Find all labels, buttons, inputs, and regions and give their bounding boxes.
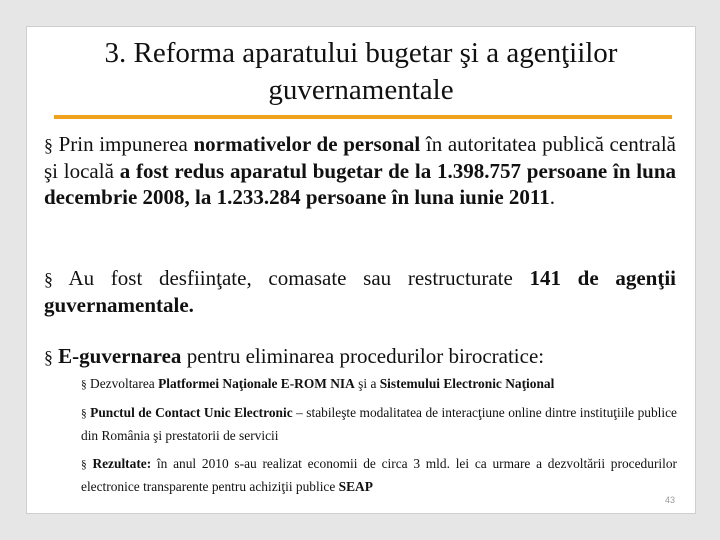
section-bullet-icon: §	[81, 459, 87, 471]
sub-bullet-platform	[81, 373, 677, 396]
title-line-1: 3. Reforma aparatului bugetar şi a agenţiilor	[104, 37, 618, 69]
sub-bullet-bold-text: Platformei Naţionale E-ROM NIA	[158, 376, 355, 391]
sub-bullet-text: şi a	[354, 376, 380, 391]
bullet-personnel-reduction	[44, 131, 676, 210]
sub-bullet-contact-point	[81, 402, 677, 446]
slide	[26, 26, 696, 514]
sub-bullet-results	[81, 453, 677, 497]
sub-bullet-text: Dezvoltarea	[90, 376, 159, 391]
section-bullet-icon: §	[44, 269, 53, 289]
bullet-bold-text: E-guvernarea	[58, 344, 182, 368]
sub-bullet-bold-text: Rezultate:	[92, 456, 152, 471]
bullet-text: Au fost desfiinţate, comasate sau restructurate	[68, 266, 530, 290]
bullet-text: în autoritatea publică centrală şi locală	[44, 132, 676, 183]
page-number: 43	[664, 495, 675, 505]
sub-bullet-bold-text: Punctul de Contact Unic Electronic	[90, 405, 293, 420]
section-bullet-icon: §	[44, 347, 53, 367]
bullet-text: Prin impunerea	[58, 132, 194, 156]
sub-bullet-bold-text: Sistemului Electronic Naţional	[379, 376, 555, 391]
slide-title	[27, 35, 695, 109]
title-underline	[54, 115, 672, 119]
title-line-2: guvernamentale	[268, 74, 454, 106]
bullet-e-government	[44, 343, 676, 370]
sub-bullet-text: în anul 2010 s-au realizat economii de circa 3 mld. lei ca urmare a dezvoltării procedurilor electronice transparente pentru achiziţii publice	[81, 456, 677, 494]
section-bullet-icon: §	[81, 408, 87, 420]
bullet-bold-text: normativelor de personal	[193, 132, 421, 156]
bullet-agencies	[44, 265, 676, 318]
bullet-text: pentru eliminarea procedurilor birocratice:	[181, 344, 545, 368]
section-bullet-icon: §	[44, 135, 53, 155]
bullet-bold-text: a fost redus aparatul bugetar de la 1.398.757 persoane în luna decembrie 2008, la 1.233.284 persoane în luna iunie 2011	[44, 159, 677, 209]
section-bullet-icon: §	[81, 379, 87, 391]
bullet-bold-text: 141 de agenţii guvernamentale.	[44, 266, 677, 317]
sub-bullet-bold-text: SEAP	[338, 479, 373, 494]
sub-bullet-text: – stabileşte modalitatea de interacţiune online dintre instituţiile publice din România şi prestatorii de servicii	[81, 405, 677, 443]
bullet-text: .	[549, 185, 556, 209]
